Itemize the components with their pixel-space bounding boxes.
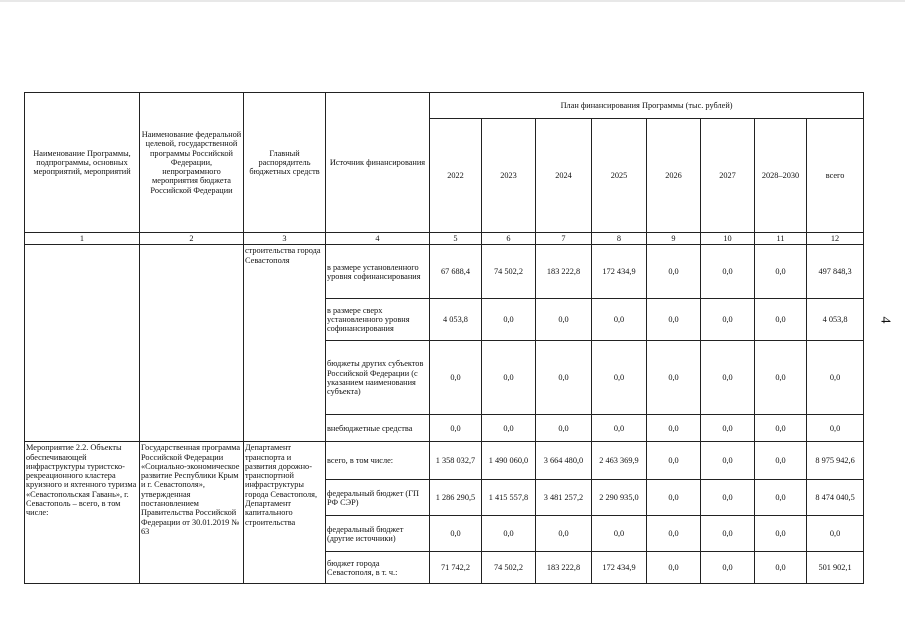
value-cell: 0,0 bbox=[592, 516, 647, 552]
value-cell: 0,0 bbox=[701, 516, 755, 552]
value-cell: 0,0 bbox=[430, 415, 482, 442]
column-number: 3 bbox=[244, 233, 326, 245]
value-cell: 0,0 bbox=[647, 415, 701, 442]
value-cell: 0,0 bbox=[755, 415, 807, 442]
year-header: 2025 bbox=[592, 119, 647, 233]
value-cell: 67 688,4 bbox=[430, 245, 482, 299]
value-cell: 0,0 bbox=[755, 341, 807, 415]
value-cell: 0,0 bbox=[647, 299, 701, 341]
column-number: 7 bbox=[536, 233, 592, 245]
value-cell: 74 502,2 bbox=[482, 245, 536, 299]
column-number: 12 bbox=[807, 233, 864, 245]
value-cell: 0,0 bbox=[536, 341, 592, 415]
source-cell: внебюджетные средства bbox=[326, 415, 430, 442]
column-number: 2 bbox=[140, 233, 244, 245]
value-cell: 3 664 480,0 bbox=[536, 442, 592, 480]
year-header: 2026 bbox=[647, 119, 701, 233]
value-cell: 0,0 bbox=[592, 341, 647, 415]
year-header: 2022 bbox=[430, 119, 482, 233]
header-col-2: Наименование федеральной целевой, государственной программы Российской Федерации, непрограммного мероприятия бюджета Российской Федерации bbox=[140, 93, 244, 233]
column-number: 4 bbox=[326, 233, 430, 245]
header-row-1 bbox=[25, 93, 864, 119]
value-cell: 0,0 bbox=[701, 442, 755, 480]
column-number: 10 bbox=[701, 233, 755, 245]
year-header: всего bbox=[807, 119, 864, 233]
value-cell: 71 742,2 bbox=[430, 552, 482, 584]
administrator-cell: строительства города Севастополя bbox=[244, 245, 326, 442]
value-cell: 497 848,3 bbox=[807, 245, 864, 299]
value-cell: 1 415 557,8 bbox=[482, 480, 536, 516]
source-cell: бюджеты других субъектов Российской Федерации (с указанием наименования субъекта) bbox=[326, 341, 430, 415]
value-cell: 0,0 bbox=[755, 245, 807, 299]
federal-program-cell: Государственная программа Российской Федерации «Социально-экономическое развитие Республики Крым и г. Севастополя», утвержденная постановлением Правительства Российской Федерации от 30.01.2019 № 63 bbox=[140, 442, 244, 584]
value-cell: 0,0 bbox=[647, 516, 701, 552]
value-cell: 0,0 bbox=[755, 480, 807, 516]
column-number: 9 bbox=[647, 233, 701, 245]
source-cell: федеральный бюджет (другие источники) bbox=[326, 516, 430, 552]
value-cell: 4 053,8 bbox=[430, 299, 482, 341]
page-number: 4 bbox=[877, 316, 893, 324]
year-header: 2028–2030 bbox=[755, 119, 807, 233]
value-cell: 0,0 bbox=[430, 341, 482, 415]
header-plan: План финансирования Программы (тыс. рублей) bbox=[430, 93, 864, 119]
value-cell: 4 053,8 bbox=[807, 299, 864, 341]
source-cell: бюджет города Севастополя, в т. ч.: bbox=[326, 552, 430, 584]
value-cell: 0,0 bbox=[536, 415, 592, 442]
source-cell: федеральный бюджет (ГП РФ СЭР) bbox=[326, 480, 430, 516]
table-row bbox=[25, 442, 864, 480]
value-cell: 0,0 bbox=[482, 341, 536, 415]
value-cell: 501 902,1 bbox=[807, 552, 864, 584]
header-col-4: Источник финансирования bbox=[326, 93, 430, 233]
value-cell: 0,0 bbox=[647, 341, 701, 415]
value-cell: 8 474 040,5 bbox=[807, 480, 864, 516]
column-number: 5 bbox=[430, 233, 482, 245]
value-cell: 0,0 bbox=[701, 341, 755, 415]
column-number: 8 bbox=[592, 233, 647, 245]
source-cell: в размере установленного уровня софинансирования bbox=[326, 245, 430, 299]
year-header: 2023 bbox=[482, 119, 536, 233]
year-header: 2024 bbox=[536, 119, 592, 233]
value-cell: 2 290 935,0 bbox=[592, 480, 647, 516]
value-cell: 172 434,9 bbox=[592, 245, 647, 299]
value-cell: 0,0 bbox=[482, 415, 536, 442]
year-header: 2027 bbox=[701, 119, 755, 233]
value-cell: 0,0 bbox=[482, 299, 536, 341]
value-cell: 0,0 bbox=[647, 552, 701, 584]
value-cell: 1 286 290,5 bbox=[430, 480, 482, 516]
header-col-3: Главный распорядитель бюджетных средств bbox=[244, 93, 326, 233]
value-cell: 172 434,9 bbox=[592, 552, 647, 584]
value-cell: 1 358 032,7 bbox=[430, 442, 482, 480]
value-cell: 0,0 bbox=[807, 341, 864, 415]
scan-edge bbox=[0, 0, 905, 2]
value-cell: 0,0 bbox=[701, 299, 755, 341]
value-cell: 0,0 bbox=[536, 299, 592, 341]
administrator-cell: Департамент транспорта и развития дорожно-транспортной инфраструктуры города Севастополя, Департамент капитального строительства bbox=[244, 442, 326, 584]
value-cell: 0,0 bbox=[701, 245, 755, 299]
column-number: 11 bbox=[755, 233, 807, 245]
value-cell: 0,0 bbox=[482, 516, 536, 552]
value-cell: 0,0 bbox=[755, 552, 807, 584]
value-cell: 183 222,8 bbox=[536, 552, 592, 584]
measure-title-cell: Мероприятие 2.2. Объекты обеспечивающей инфраструктуры туристско-рекреационного кластера круизного и яхтенного туризма «Севастопольская Гавань», г. Севастополь – всего, в том числе: bbox=[25, 442, 140, 584]
financing-table bbox=[24, 92, 864, 584]
value-cell: 0,0 bbox=[755, 299, 807, 341]
federal-program-cell-empty bbox=[140, 245, 244, 442]
header-col-1: Наименование Программы, подпрограммы, основных мероприятий, мероприятий bbox=[25, 93, 140, 233]
value-cell: 0,0 bbox=[592, 415, 647, 442]
value-cell: 0,0 bbox=[807, 516, 864, 552]
value-cell: 8 975 942,6 bbox=[807, 442, 864, 480]
value-cell: 0,0 bbox=[755, 516, 807, 552]
column-number: 6 bbox=[482, 233, 536, 245]
value-cell: 0,0 bbox=[807, 415, 864, 442]
value-cell: 0,0 bbox=[701, 480, 755, 516]
value-cell: 0,0 bbox=[755, 442, 807, 480]
source-cell: в размере сверх установленного уровня софинансирования bbox=[326, 299, 430, 341]
value-cell: 3 481 257,2 bbox=[536, 480, 592, 516]
value-cell: 2 463 369,9 bbox=[592, 442, 647, 480]
value-cell: 0,0 bbox=[592, 299, 647, 341]
column-number-row bbox=[25, 233, 864, 245]
value-cell: 74 502,2 bbox=[482, 552, 536, 584]
value-cell: 0,0 bbox=[701, 415, 755, 442]
value-cell: 0,0 bbox=[647, 480, 701, 516]
value-cell: 183 222,8 bbox=[536, 245, 592, 299]
program-cell-empty bbox=[25, 245, 140, 442]
value-cell: 0,0 bbox=[647, 442, 701, 480]
value-cell: 0,0 bbox=[647, 245, 701, 299]
value-cell: 0,0 bbox=[701, 552, 755, 584]
value-cell: 0,0 bbox=[430, 516, 482, 552]
column-number: 1 bbox=[25, 233, 140, 245]
value-cell: 0,0 bbox=[536, 516, 592, 552]
table-row bbox=[25, 245, 864, 299]
value-cell: 1 490 060,0 bbox=[482, 442, 536, 480]
source-cell: всего, в том числе: bbox=[326, 442, 430, 480]
